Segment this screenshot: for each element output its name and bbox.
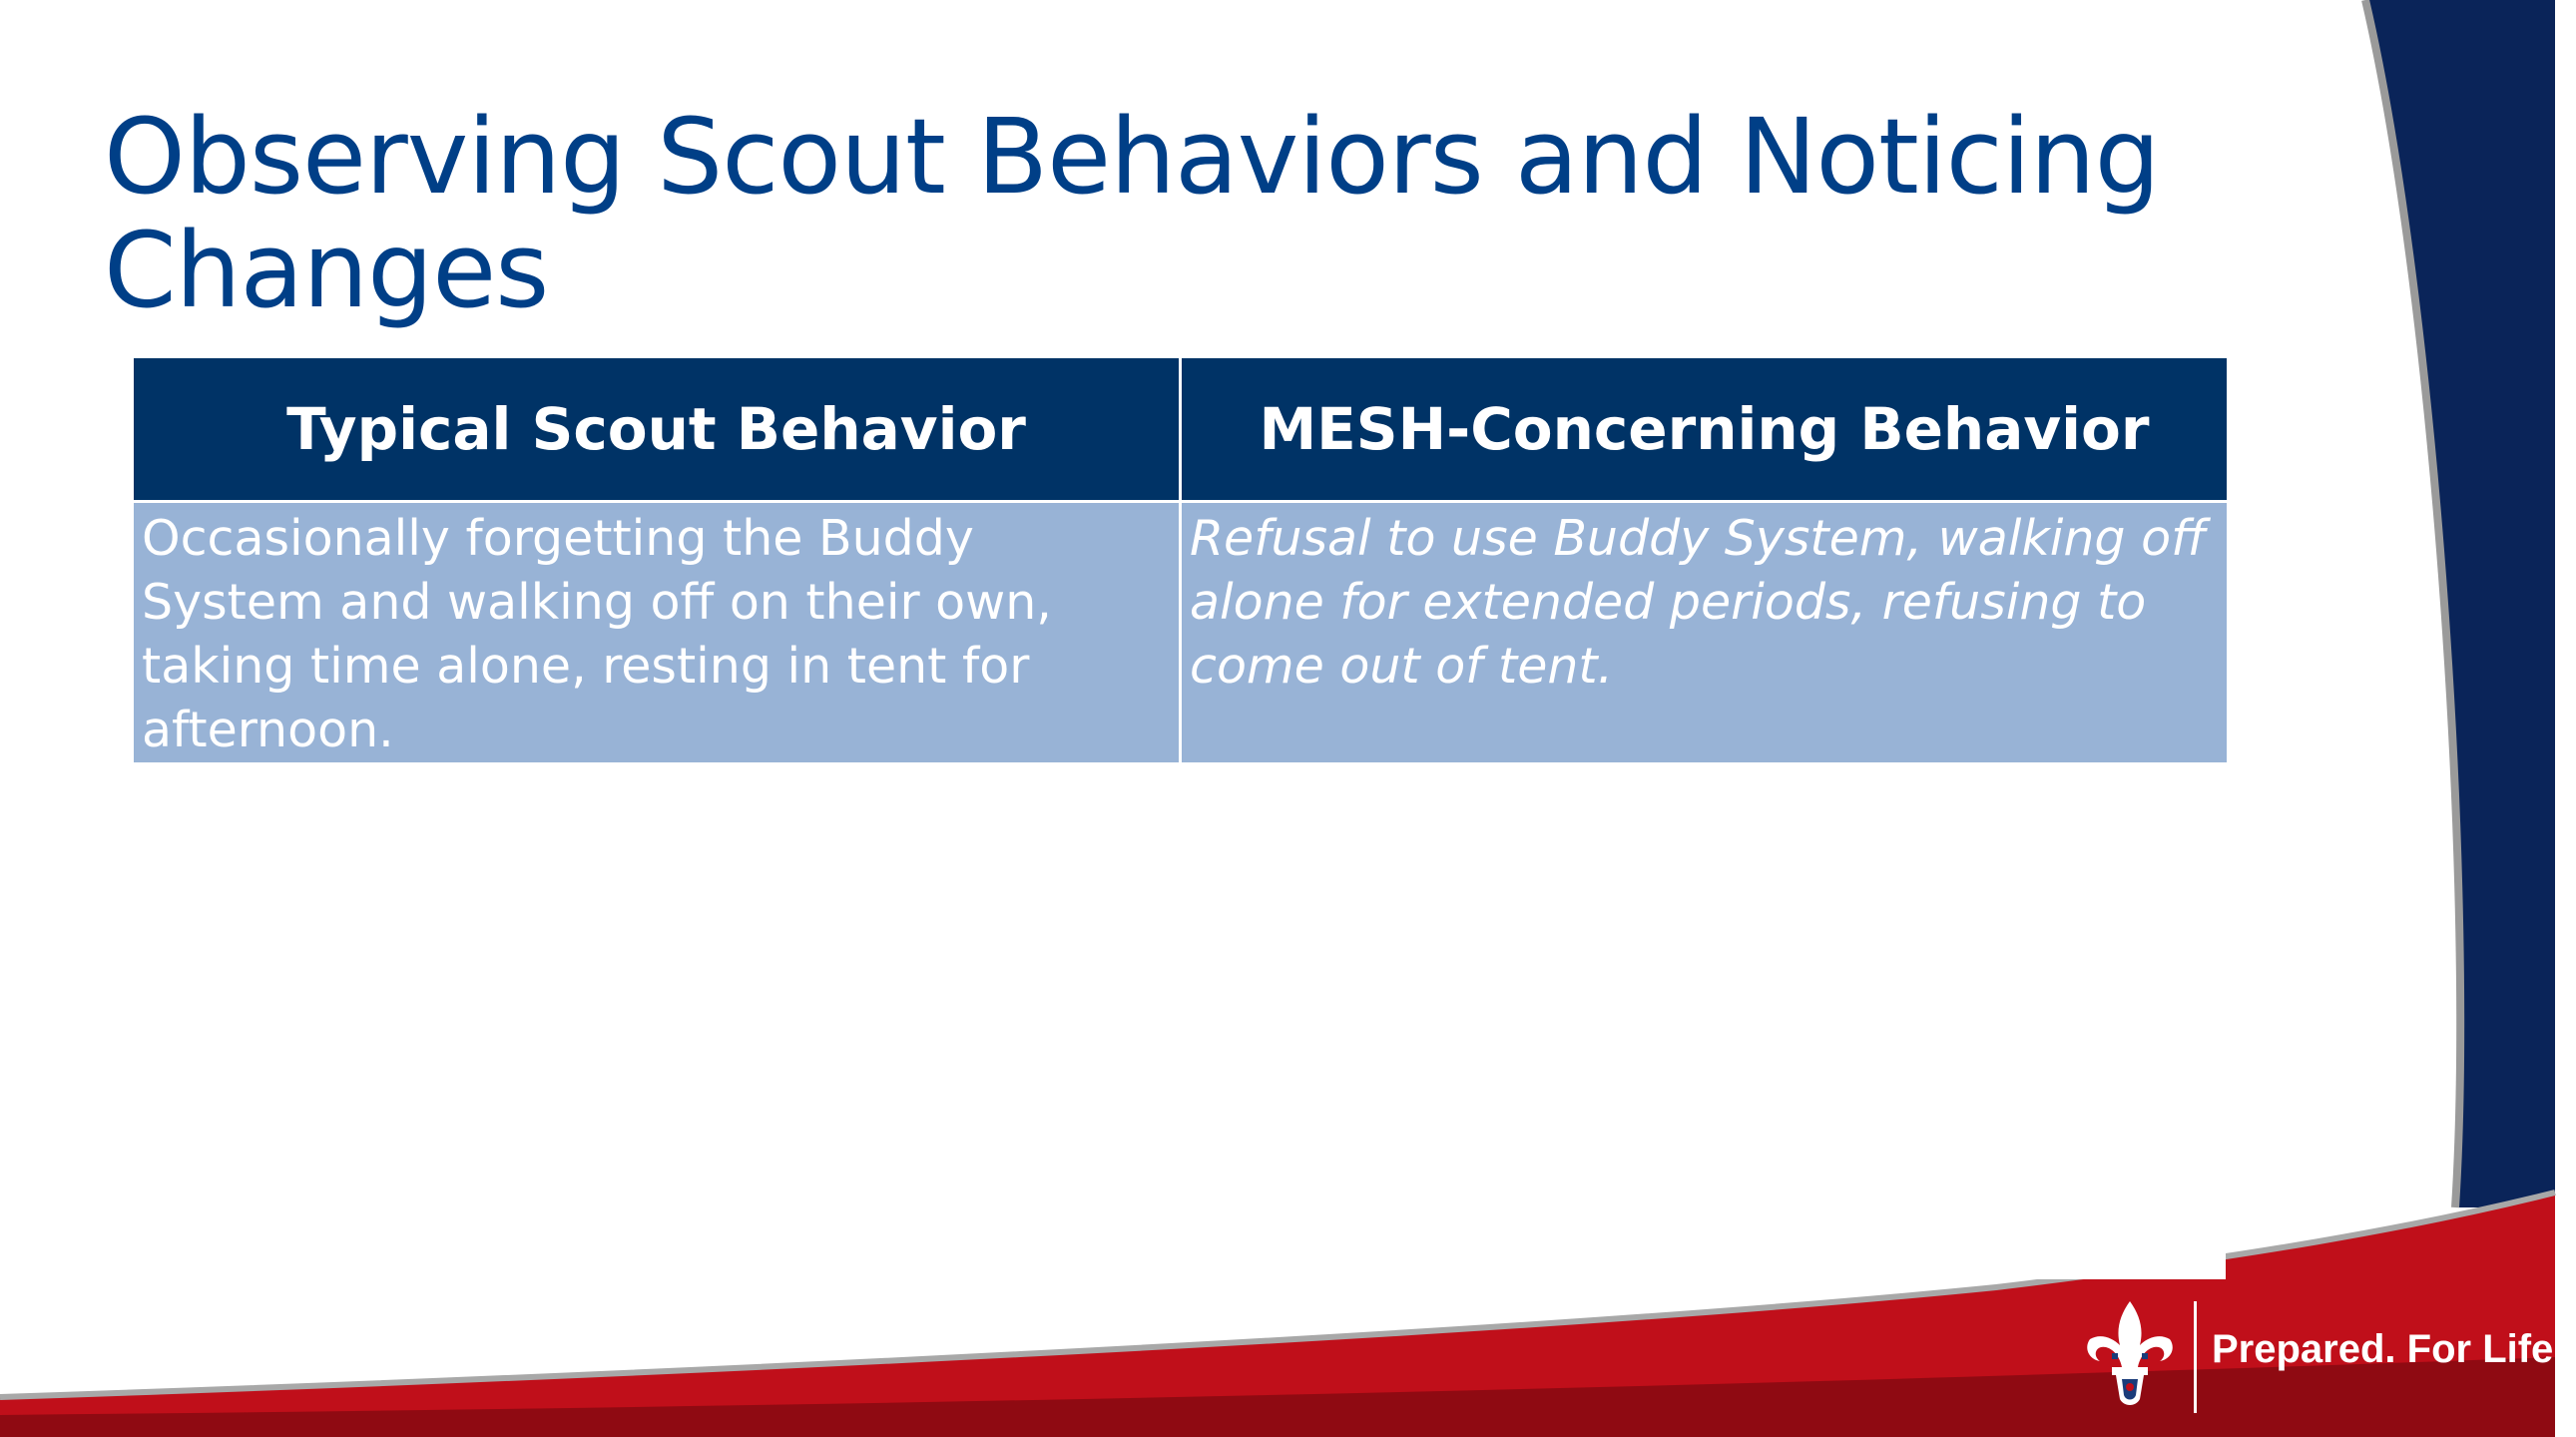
cell-mesh-concerning-behavior: Refusal to use Buddy System, walking off alone for extended periods, refusing to come out of tent. — [1181, 502, 2229, 764]
white-overlay-block — [1986, 898, 2226, 1279]
header-mesh-concerning-behavior: MESH-Concerning Behavior — [1181, 357, 2229, 502]
table-header-row — [133, 357, 2229, 502]
slide-title: Observing Scout Behaviors and Noticing Changes — [104, 96, 2160, 331]
brand-tagline-text: Prepared. For Life. — [2212, 1327, 2565, 1371]
table-row — [133, 502, 2229, 764]
brand-trademark: ® — [2564, 1327, 2576, 1344]
cell-typical-behavior: Occasionally forgetting the Buddy System and walking off on their own, taking time alone, resting in tent for afternoon. — [133, 502, 1181, 764]
brand-divider — [2194, 1301, 2197, 1413]
header-typical-behavior: Typical Scout Behavior — [133, 357, 1181, 502]
brand-tagline — [2212, 1327, 2576, 1372]
brand-lockup — [2082, 1299, 2576, 1415]
fleur-de-lis-icon — [2082, 1299, 2178, 1411]
behavior-comparison-table — [131, 355, 2230, 765]
